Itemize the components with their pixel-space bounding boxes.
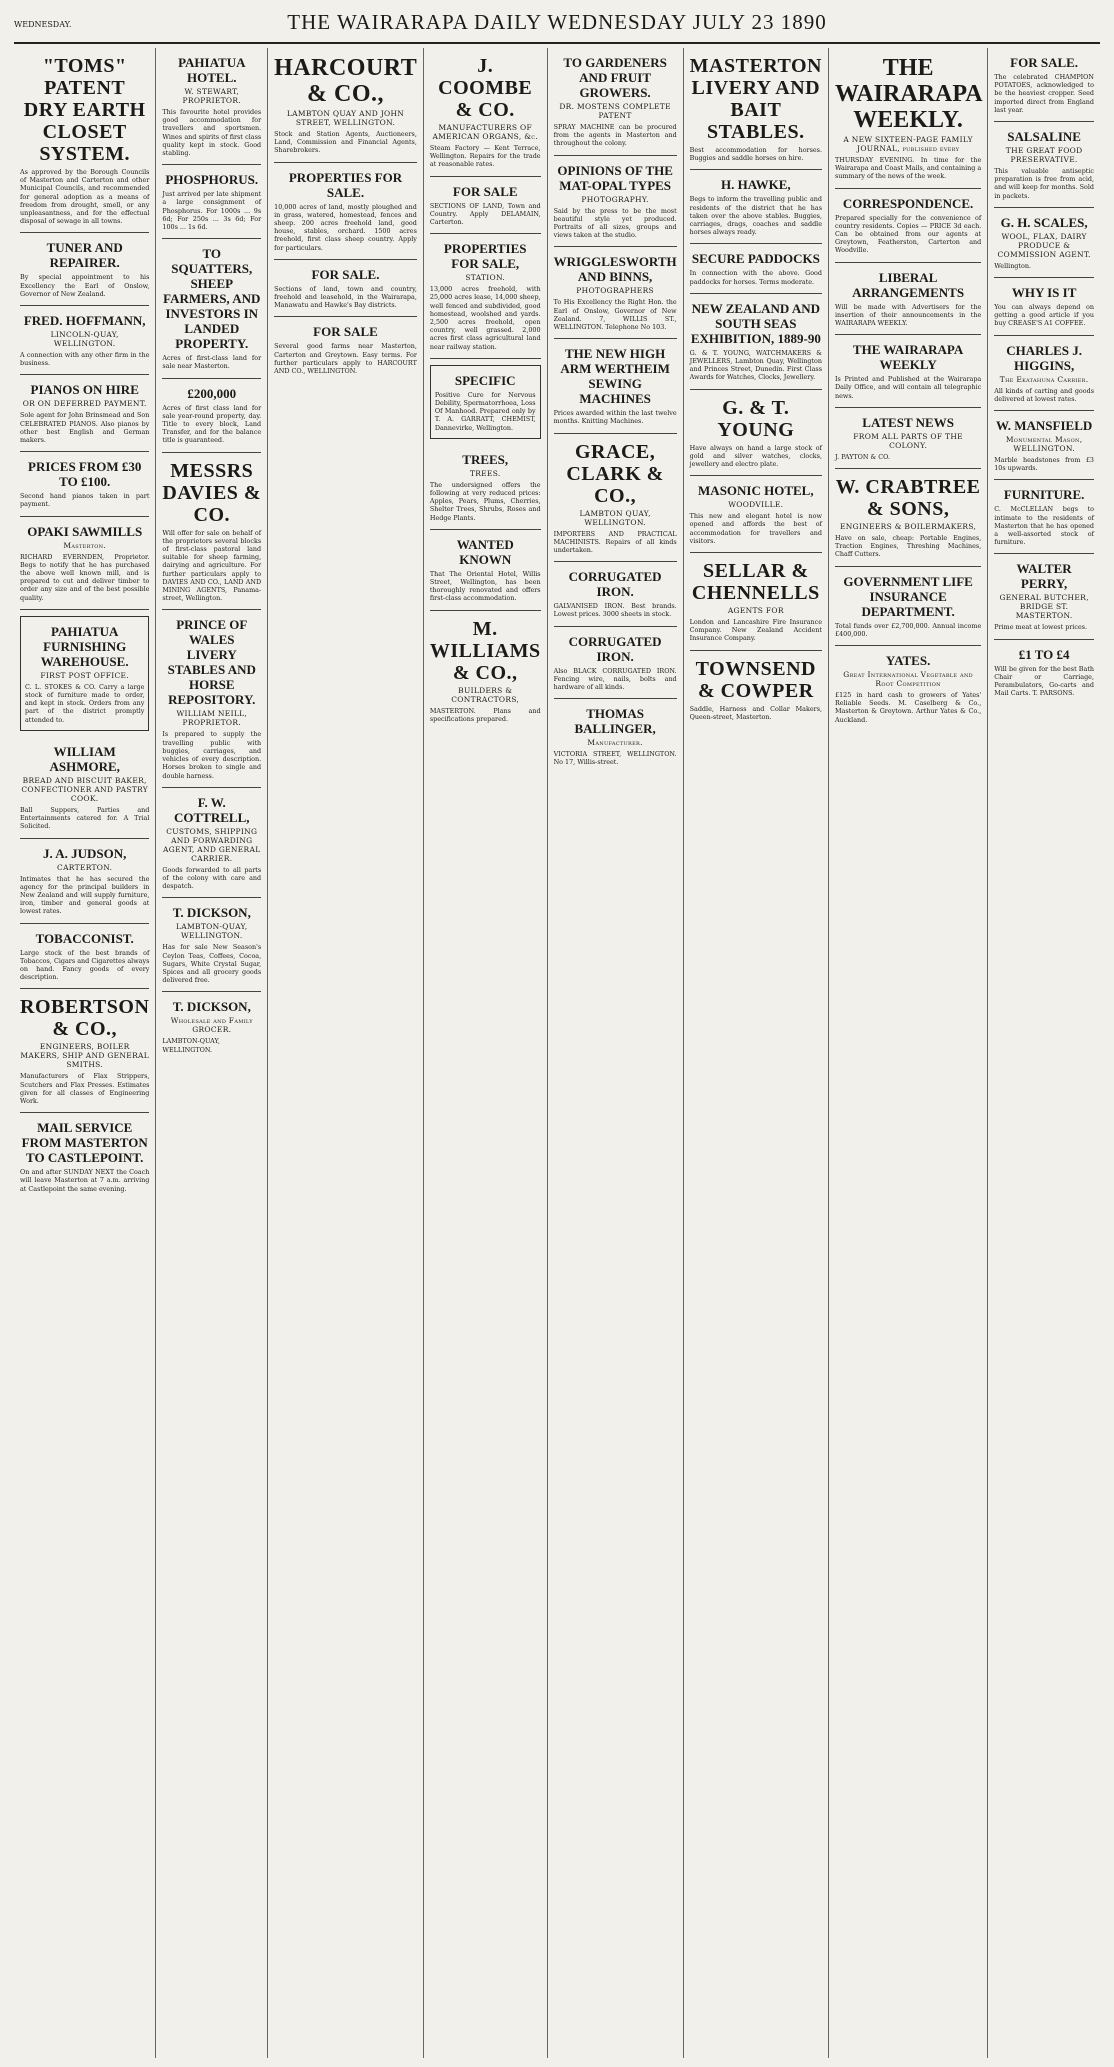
ad-body-text: Prices awarded within the last twelve months. Knitting Machines. (553, 409, 677, 426)
ad-subheading: DR. MOSTENS COMPLETE PATENT (559, 102, 671, 120)
advertisement (162, 788, 261, 899)
ad-subheading: Manufacturer. (587, 738, 643, 748)
advertisement (430, 365, 541, 439)
masthead-left-note: WEDNESDAY. (14, 20, 72, 29)
advertisement (274, 260, 417, 318)
ad-body-text: You can always depend on getting a good article if you buy CREASE'S A1 COFFEE. (994, 303, 1094, 328)
ad-headline: PROPERTIES FOR SALE. (288, 169, 403, 200)
ad-headline: WANTED KNOWN (456, 536, 514, 567)
advertisement (690, 476, 822, 553)
advertisement (690, 651, 822, 728)
ad-headline: FRED. HOFFMANN, (23, 313, 146, 329)
ad-headline: W. CRABTREE & SONS, (835, 476, 981, 521)
ad-subheading: THE GREAT FOOD PRESERVATIVE. (1005, 146, 1083, 165)
ad-headline: WRIGGLESWORTH AND BINNS, (553, 254, 677, 285)
ad-subheading: Masterton. (63, 540, 106, 550)
advertisement (690, 390, 822, 477)
ad-subheading: ENGINEERS & BOILERMAKERS, (840, 522, 977, 532)
ad-headline: PRICES FROM £30 TO £100. (28, 459, 142, 490)
advertisement (994, 554, 1094, 639)
ad-body-text: Acres of first class land for sale year-round property, day. Title to every block, Land Transfer, and for the balance title is guaranteed. (162, 403, 262, 445)
advertisement (554, 339, 677, 433)
ad-subheading: BUILDERS & CONTRACTORS, (451, 685, 520, 704)
ad-subheading: STATION. (465, 273, 506, 283)
ad-subheading: A NEW SIXTEEN-PAGE FAMILY JOURNAL, published every (843, 135, 973, 153)
ad-headline: CORRUGATED IRON. (568, 633, 662, 664)
ad-body-text: Will be made with Advertisers for the insertion of their announcements in the WAIRARAPA WEEKLY. (835, 302, 982, 328)
ad-headline: MAIL SERVICE FROM MASTERTON TO CASTLEPOINT. (21, 1120, 148, 1166)
ad-headline: G. H. SCALES, (1000, 214, 1088, 230)
ad-headline: PIANOS ON HIRE (30, 382, 139, 398)
ad-body-text: To His Excellency the Right Hon. the Earl of Onslow, Governor of New Zealand. 7, WILLIS ST., WELLINGTON. Telephone No 103. (553, 298, 677, 332)
advertisement (20, 452, 149, 516)
ad-body-text: Second hand pianos taken in part payment. (20, 492, 150, 509)
ad-subheading: LINCOLN-QUAY, WELLINGTON. (50, 330, 119, 349)
advertisement (994, 208, 1094, 278)
ad-headline: WALTER PERRY, (1016, 561, 1072, 592)
advertisement (430, 48, 541, 177)
ad-body-text: That The Oriental Hotel, Willis Street, Wellington, has been thoroughly renovated and offers first-class accommodation. (429, 569, 541, 603)
ad-headline: THE WAIRARAPA WEEKLY (852, 342, 964, 373)
ad-headline: TOBACCONIST. (35, 930, 134, 946)
advertisement (162, 239, 261, 378)
column-9 (988, 48, 1100, 2058)
ad-subheading: TREES. (469, 468, 501, 478)
ad-body-text: IMPORTERS AND PRACTICAL MACHINISTS. Repairs of all kinds undertaken. (553, 529, 677, 555)
ad-body-text: Have on sale, cheap: Portable Engines, Traction Engines, Threshing Machines, Chaff Cutters. (835, 534, 982, 559)
ad-headline: TO GARDENERS AND FRUIT GROWERS. (563, 55, 667, 100)
ad-subheading: LAMBTON QUAY AND JOHN STREET, WELLINGTON. (286, 109, 405, 127)
ad-headline: CORRESPONDENCE. (842, 195, 974, 211)
ad-headline: PAHIATUA HOTEL. (178, 55, 246, 85)
advertisement (554, 562, 677, 626)
advertisement (20, 233, 149, 306)
ad-body-text: C. McCLELLAN begs to intimate to the residents of Masterton that he has opened a well-assorted stock of furniture. (994, 505, 1094, 547)
ad-body-text: This favourite hotel provides good accommodation for travellers and sportsmen. Wines and spirits of first class quality kept in stock. Good stabling. (162, 108, 262, 158)
advertisement (20, 737, 149, 839)
ad-headline: M. WILLIAMS & CO., (429, 617, 541, 684)
ad-body-text: Will offer for sale on behalf of the proprietors several blocks of first-class pastoral land suitable for sheep farming, dairying and agriculture. For further particulars apply to DAVIES AND CO., LAND AND MINING AGENTS, Panama-street, Wellington. (162, 528, 262, 603)
ad-body-text: Just arrived per late shipment a large consignment of Phosphorus. For 1000s ... 9s 6d; For 250s ... 3s 6d; For 100s ... 1s 6d. (162, 190, 262, 232)
ad-body-text: Have always on hand a large stock of gold and silver watches, clocks, jewellery and electro plate. (689, 443, 822, 469)
ad-headline: J. A. JUDSON, (42, 845, 127, 861)
ad-body-text: LAMBTON-QUAY, WELLINGTON. (162, 1037, 220, 1054)
advertisement (20, 839, 149, 924)
advertisement (994, 278, 1094, 336)
ad-body-text: Prime meat at lowest prices. (994, 623, 1088, 632)
ad-body-text: Goods forwarded to all parts of the colony with care and despatch. (162, 865, 262, 891)
ad-headline: G. & T. YOUNG (717, 396, 795, 441)
advertisement (835, 469, 981, 567)
ad-body-text: This new and elegant hotel is now opened and affords the best of accommodation for travellers and visitors. (689, 512, 822, 545)
ad-body-text: RICHARD EVERNDEN, Proprietor. Begs to notify that he has purchased the above well known mill, and is prepared to cut and deliver timber to order any size and of the best possible quality. (20, 552, 150, 602)
advertisement (994, 336, 1094, 411)
advertisement (690, 48, 822, 170)
advertisement (20, 616, 149, 731)
advertisement (554, 48, 677, 156)
ad-body-text: This valuable antiseptic preparation is free from acid, and will keep for months. Sold in packets. (994, 167, 1094, 200)
ad-body-text: Prepared specially for the convenience of country residents. Copies — PRICE 3d each. Can be obtained from our agents at Greytown, Featherston, Carterton and Woodville. (835, 213, 982, 255)
advertisement (20, 517, 149, 610)
advertisement (430, 530, 541, 611)
ad-headline: THOMAS BALLINGER, (574, 706, 656, 737)
ad-headline: PAHIATUA FURNISHING WAREHOUSE. (40, 623, 129, 669)
ad-headline: "TOMS" PATENT DRY EARTH CLOSET SYSTEM. (23, 55, 146, 165)
masthead (14, 8, 1100, 44)
advertisement (20, 1113, 149, 1200)
ad-body-text: The celebrated CHAMPION POTATOES, acknowledged to be the heaviest cropper. Seed imported direct from England last year. (994, 73, 1094, 114)
advertisement (20, 48, 149, 233)
ad-body-text: Marble headstones from £3 10s upwards. (994, 456, 1094, 473)
advertisement (690, 244, 822, 293)
advertisement (835, 567, 981, 646)
ad-body-text: The undersigned offers the following at very reduced prices: Apples, Pears, Plums, Cherries, Shelter Trees, Shrubs, Roses and Hedge Plants. (429, 480, 541, 522)
ad-body-text: 13,000 acres freehold, with 25,000 acres lease, 14,000 sheep, well fenced and subdivided, good homestead, woolshed and yards. 2,500 acres freehold, open country, well grassed. 2,000 acres first class agricultural land near railway station. (429, 285, 541, 351)
ad-headline: SPECIFIC (454, 372, 516, 388)
ad-subheading: WOODVILLE. (728, 500, 784, 510)
advertisement (430, 611, 541, 730)
ad-body-text: Steam Factory — Kent Terrace, Wellington. Repairs for the trade at reasonable rates. (429, 144, 541, 169)
ad-headline: TREES, (462, 451, 509, 467)
advertisement (994, 122, 1094, 208)
ad-headline: CORRUGATED IRON. (568, 569, 662, 600)
ad-headline: PROPERTIES FOR SALE, (443, 241, 527, 272)
ad-body-text: Several good farms near Masterton, Carterton and Greytown. Easy terms. For further particulars apply to HARCOURT AND CO., WELLINGTON. (274, 342, 417, 376)
ad-body-text: All kinds of carting and goods delivered at lowest rates. (994, 386, 1094, 403)
ad-body-text: Large stock of the best brands of Tobaccos, Cigars and Cigarettes always on hand. Fancy goods of every description. (20, 948, 150, 982)
advertisement (554, 156, 677, 248)
column-7 (829, 48, 988, 2058)
ad-headline: TO SQUATTERS, SHEEP FARMERS, AND INVESTORS IN LANDED PROPERTY. (163, 246, 261, 352)
ad-headline: W. MANSFIELD (995, 418, 1093, 434)
advertisement (20, 989, 149, 1113)
ad-body-text: THURSDAY EVENING. In time for the Wairarapa and Coast Mails, and containing a summary of the news of the week. (835, 156, 982, 181)
advertisement (690, 553, 822, 651)
ad-body-text: SECTIONS OF LAND, Town and Country. Apply DELAMAIN, Carterton. (429, 201, 541, 227)
ad-body-text: GALVANISED IRON. Best brands. Lowest prices. 3000 sheets in stock. (553, 602, 677, 619)
advertisement (430, 234, 541, 359)
column-5 (548, 48, 684, 2058)
advertisement (994, 640, 1094, 705)
ad-subheading: AGENTS FOR (727, 606, 784, 616)
ad-body-text: £125 in hard cash to growers of Yates' Reliable Seeds. M. Caselberg & Co., Masterton & Greytown. Arthur Yates & Co., Auckland. (835, 691, 982, 724)
ad-headline: NEW ZEALAND AND SOUTH SEAS EXHIBITION, 1889-90 (690, 300, 821, 346)
advertisement (274, 48, 417, 163)
ad-headline: FOR SALE. (1010, 55, 1079, 70)
advertisement (162, 453, 261, 611)
ad-subheading: Monumental Mason, WELLINGTON. (1005, 435, 1083, 454)
advertisement (835, 189, 981, 263)
ad-columns (14, 48, 1100, 2058)
advertisement (274, 163, 417, 260)
ad-body-text: C. L. STOKES & CO. Carry a large stock of furniture made to order, and kept in stock. Orders from any part of the district promptly attended to. (25, 682, 145, 724)
advertisement (20, 924, 149, 990)
ad-subheading: W. STEWART, PROPRIETOR. (182, 87, 241, 105)
ad-headline: SALSALINE (1007, 129, 1081, 145)
ad-headline: £1 TO £4 (1018, 646, 1070, 662)
ad-subheading: LAMBTON-QUAY, WELLINGTON. (176, 922, 248, 941)
advertisement (835, 335, 981, 408)
ad-headline: HARCOURT & CO., (274, 55, 418, 107)
advertisement (690, 294, 822, 390)
ad-headline: T. DICKSON, (172, 905, 251, 921)
ad-subheading: GENERAL BUTCHER, BRIDGE ST. MASTERTON. (999, 593, 1089, 621)
ad-headline: PHOSPHORUS. (165, 172, 259, 188)
ad-body-text: Has for sale New Season's Ceylon Teas, Coffees, Cocoa, Sugars, White Crystal Sugar, Spices and all grocery goods delivered free. (162, 943, 262, 985)
ad-body-text: Also BLACK CORRUGATED IRON. Fencing wire, nails, bolts and hardware of all kinds. (553, 666, 677, 692)
advertisement (430, 177, 541, 235)
advertisement (554, 699, 677, 773)
column-1 (14, 48, 156, 2058)
advertisement (994, 411, 1094, 480)
ad-headline: ROBERTSON & CO., (20, 996, 150, 1041)
ad-subheading: The Ekatahuna Carrier. (999, 374, 1089, 384)
ad-subheading: WOOL, FLAX, DAIRY PRODUCE & COMMISSION AGENT. (997, 231, 1091, 259)
ad-body-text: Manufacturers of Flax Strippers, Scutchers and Flax Presses. Estimates given for all classes of Engineering Work. (20, 1072, 150, 1105)
ad-subheading: CUSTOMS, SHIPPING AND FORWARDING AGENT, AND GENERAL CARRIER. (163, 826, 261, 863)
ad-body-text: SPRAY MACHINE can be procured from the agents in Masterton and throughout the colony. (553, 123, 677, 148)
ad-headline: MESSRS DAVIES & CO. (162, 459, 262, 526)
ad-headline: T. DICKSON, (172, 999, 251, 1015)
ad-subheading: BREAD AND BISCUIT BAKER, CONFECTIONER AND PASTRY COOK. (21, 775, 148, 803)
ad-subheading: FIRST POST OFFICE. (40, 670, 129, 680)
ad-body-text: Is prepared to supply the travelling public with buggies, carriages, and vehicles of every description. Horses broken to single and double harness. (162, 730, 262, 780)
advertisement (554, 627, 677, 700)
advertisement (20, 306, 149, 375)
ad-body-text: MASTERTON. Plans and specifications prepared. (429, 706, 541, 723)
ad-headline: TOWNSEND & COWPER (695, 657, 816, 702)
advertisement (162, 165, 261, 239)
ad-headline: GRACE, CLARK & CO., (566, 440, 664, 507)
advertisement (835, 48, 981, 189)
ad-headline: THE WAIRARAPA WEEKLY. (835, 55, 983, 133)
advertisement (162, 898, 261, 992)
advertisement (162, 610, 261, 787)
ad-headline: GOVERNMENT LIFE INSURANCE DEPARTMENT. (843, 573, 973, 619)
ad-headline: OPINIONS OF THE MAT-OPAL TYPES (557, 162, 673, 193)
ad-headline: £200,000 (187, 385, 237, 401)
ad-body-text: G. & T. YOUNG, WATCHMAKERS & JEWELLERS, Lambton Quay, Wellington and Princes Street, Dunedin. First Class Awards for Watches, Clocks, Jewellery. (689, 348, 822, 382)
ad-body-text: Intimates that he has secured the agency for the principal builders in New Zealand and will supply furniture, iron, timber and general goods at lowest rates. (20, 874, 150, 916)
ad-headline: J. COOMBE & CO. (438, 55, 533, 121)
ad-subheading: ENGINEERS, BOILER MAKERS, SHIP AND GENERAL SMITHS. (20, 1042, 150, 1070)
advertisement (162, 48, 261, 165)
ad-headline: OPAKI SAWMILLS (27, 523, 143, 539)
column-3 (268, 48, 424, 2058)
ad-body-text: Acres of first-class land for sale near Masterton. (162, 354, 262, 371)
ad-body-text: In connection with the above. Good paddocks for horses. Terms moderate. (689, 269, 822, 286)
advertisement (20, 375, 149, 452)
ad-headline: PRINCE OF WALES LIVERY STABLES AND HORSE REPOSITORY. (167, 617, 256, 708)
ad-body-text: Stock and Station Agents, Auctioneers, Land, Commission and Financial Agents, Sharebrokers. (274, 130, 417, 155)
ad-body-text: Total funds over £2,700,000. Annual income £400,000. (835, 621, 982, 638)
ad-headline: WHY IS IT (1011, 285, 1077, 301)
ad-body-text: Wellington. (994, 261, 1031, 270)
ad-body-text: Positive Cure for Nervous Debility, Spermatorrhoea, Loss Of Manhood. Prepared only by T. A. GARRATT, CHEMIST, Dannevirke, Wellington. (434, 390, 536, 432)
ad-body-text: By special appointment to his Excellency the Earl of Onslow, Governor of New Zealand. (20, 273, 150, 298)
advertisement (994, 480, 1094, 554)
ad-body-text: London and Lancashire Fire Insurance Company. New Zealand Accident Insurance Company. (689, 618, 822, 643)
ad-body-text: Begs to inform the travelling public and residents of the district that he has taken over the above stables. Buggies, carriages, drags, coaches and saddle horses always ready. (689, 195, 822, 237)
ad-headline: FOR SALE (452, 183, 518, 199)
ad-body-text: Sections of land, town and country, freehold and leasehold, in the Wairarapa, Manawatu and Hawke's Bay districts. (274, 284, 417, 310)
advertisement (162, 992, 261, 1060)
column-4 (424, 48, 548, 2058)
ad-body-text: VICTORIA STREET, WELLINGTON. No 17, Willis-street. (553, 750, 677, 767)
advertisement (994, 48, 1094, 122)
advertisement (835, 408, 981, 469)
ad-body-text: Ball Suppers, Parties and Entertainments catered for. A Trial Solicited. (20, 805, 150, 831)
ad-body-text: Sole agent for John Brinsmead and Son CELEBRATED PIANOS. Also pianos by other best English and German makers. (20, 411, 150, 445)
ad-headline: WILLIAM ASHMORE, (49, 743, 120, 774)
ad-headline: MASTERTON LIVERY AND BAIT STABLES. (689, 55, 822, 143)
advertisement (430, 445, 541, 530)
ad-headline: TUNER AND REPAIRER. (46, 240, 123, 271)
ad-body-text: A connection with any other firm in the business. (20, 351, 150, 368)
ad-headline: SECURE PADDOCKS (691, 251, 820, 267)
advertisement (274, 317, 417, 382)
ad-subheading: OR ON DEFERRED PAYMENT. (22, 399, 147, 409)
ad-subheading: LAMBTON QUAY, WELLINGTON. (579, 508, 651, 527)
column-2 (156, 48, 268, 2058)
ad-subheading: MANUFACTURERS OF AMERICAN ORGANS, &c. (432, 123, 539, 141)
ad-subheading: Great International Vegetable and Root Competition (843, 670, 973, 689)
ad-subheading: CARTERTON. (57, 862, 113, 872)
ad-headline: FOR SALE. (311, 266, 380, 282)
column-6 (684, 48, 829, 2058)
ad-headline: LATEST NEWS (862, 414, 954, 430)
ad-headline: FURNITURE. (1003, 487, 1085, 503)
ad-headline: YATES. (885, 653, 931, 669)
ad-headline: MASONIC HOTEL, (698, 483, 814, 499)
ad-subheading: FROM ALL PARTS OF THE COLONY. (853, 431, 963, 450)
advertisement (554, 247, 677, 339)
ad-headline: FOR SALE (313, 324, 378, 340)
ad-body-text: Is Printed and Published at the Wairarapa Daily Office, and will contain all telegraphic news. (835, 375, 982, 400)
ad-body-text: On and after SUNDAY NEXT the Coach will leave Masterton at 7 a.m. arriving at Castlepoint the same evening. (20, 1168, 150, 1193)
masthead-title: THE WAIRARAPA DAILY WEDNESDAY JULY 23 1890 (287, 10, 827, 34)
ad-headline: SELLAR & CHENNELLS (691, 560, 820, 605)
ad-subheading: Wholesale and Family GROCER. (170, 1016, 253, 1035)
ad-body-text: Best accommodation for horses. Buggies and saddle horses on hire. (689, 146, 822, 163)
advertisement (690, 170, 822, 244)
ad-body-text: 10,000 acres of land, mostly ploughed and in grass, watered, homestead, fences and sheep. 200 acres freehold land, good house, stables, orchard. 1500 acres freehold, first class sheep country. Apply for particulars. (274, 202, 417, 252)
ad-subheading: PHOTOGRAPHERS (576, 286, 654, 296)
advertisement (835, 646, 981, 731)
ad-body-text: Said by the press to be the most beautiful style yet produced. Portraits of all sizes, groups and views taken at the studio. (553, 206, 677, 240)
advertisement (835, 263, 981, 336)
ad-body-text: Saddle, Harness and Collar Makers, Queen-street, Masterton. (689, 704, 822, 721)
ad-body-text: Will be given for the best Bath Chair or Carriage, Perambulators, Go-carts and Mail Carts. T. PARSONS. (994, 664, 1094, 698)
ad-headline: F. W. COTTRELL, (174, 794, 250, 825)
ad-body-text: As approved by the Borough Councils of Masterton and Carterton and other Municipal Councils, and recommended for general adoption as a means of freedom from drought, smell, or any unpleasantness, and for the effectual disposal of sewage in all towns. (20, 168, 150, 226)
ad-headline: LIBERAL ARRANGEMENTS (852, 269, 965, 300)
ad-headline: H. HAWKE, (720, 177, 791, 193)
advertisement (554, 434, 677, 563)
ad-headline: CHARLES J. HIGGINS, (1006, 342, 1083, 373)
ad-headline: THE NEW HIGH ARM WERTHEIM SEWING MACHINES (560, 346, 670, 407)
ad-subheading: PHOTOGRAPHY. (581, 194, 649, 204)
advertisement (162, 379, 261, 453)
ad-body-text: J. PAYTON & CO. (835, 452, 891, 461)
ad-subheading: WILLIAM NEILL, PROPRIETOR. (176, 709, 248, 728)
